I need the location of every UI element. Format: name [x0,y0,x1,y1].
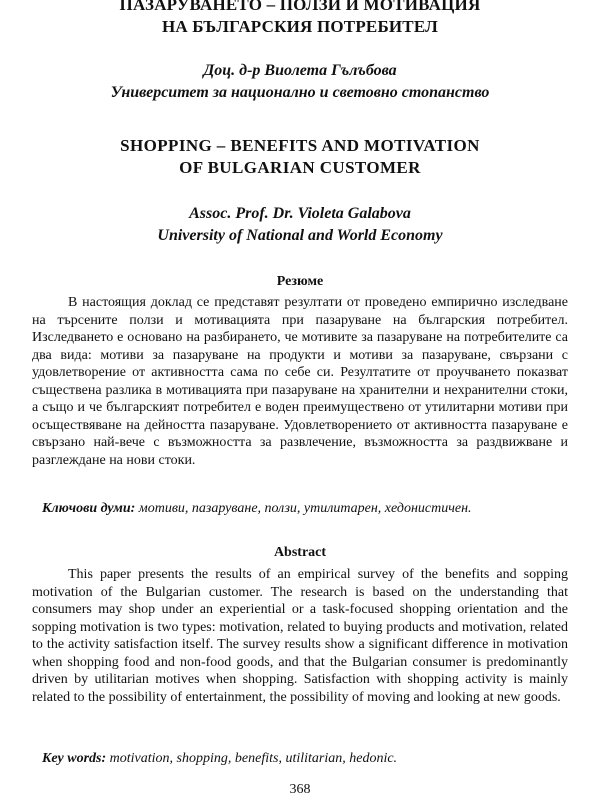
keywords-label-bulgarian: Ключови думи: [42,501,136,516]
title-english [0,135,600,179]
affiliation-bulgarian: Университет за национално и световно стопанство [110,84,490,101]
title-bulgarian-line-2: НА БЪЛГАРСКИЯ ПОТРЕБИТЕЛ [161,17,439,36]
keywords-value-english: motivation, shopping, benefits, utilitarian, hedonic. [109,751,398,766]
page-number: 368 [289,782,311,797]
abstract-heading-english: Abstract [273,545,327,560]
author-block-bulgarian [0,60,600,104]
author-name-english: Assoc. Prof. Dr. Violeta Galabova [189,205,411,222]
abstract-heading-bulgarian: Резюме [276,274,324,289]
keywords-english [32,750,568,768]
affiliation-english: University of National and World Economy [157,227,443,244]
author-name-bulgarian: Доц. д-р Виолета Гълъбова [203,62,397,79]
author-block-english [0,203,600,247]
abstract-text-bulgarian: В настоящия доклад се представят резултати от проведено емпирично изследване на търсените ползи и мотивацията при пазаруване на българския потребител. Изследването е основано на разбирането, че мотивите за пазаруване на потребителите са два вида: мотиви за пазаруване на продукти и мотиви за пазаруване, свързани с удовлетворение от активността сама по себе си. Резултатите от проучването показват съществена разлика в мотивацията при пазаруване на хранителни и нехранителни стоки, а също и че българският потребител е воден преимуществено от утилитарни мотиви при осъществяване на дейността пазаруване. Удовлетворението от активността пазаруване е свързано най-вече с възможността за развлечение, възможността за раздвижване и разглеждане на нови стоки. [32,295,568,468]
title-bulgarian [0,0,600,38]
title-bulgarian-line-1: ПАЗАРУВАНЕТО – ПОЛЗИ И МОТИВАЦИЯ [119,0,481,14]
keywords-label-english: Key words: [42,751,107,766]
title-english-line-1: SHOPPING – BENEFITS AND MOTIVATION [120,136,480,155]
title-english-line-2: OF BULGARIAN CUSTOMER [179,158,421,177]
abstract-text-english: This paper presents the results of an empirical survey of the benefits and sopping motivation of the Bulgarian customer. The research is based on the understanding that consumers may shop under an experiential or a task-focused shopping orientation and the sopping motivation is two types: motivation, related to buying products and motivation, related to the activity satisfaction itself. The survey results show a significant difference in motivation when shopping food and non-food goods, and that the Bulgarian consumer is predominantly driven by utilitarian motives when shopping. Satisfaction with shopping activity is mainly related to the possibility of entertainment, the possibility of moving and looking at new goods. [32,567,568,705]
keywords-value-bulgarian: мотиви, пазаруване, ползи, утилитарен, хедонистичен. [138,501,472,516]
keywords-bulgarian [32,500,568,518]
